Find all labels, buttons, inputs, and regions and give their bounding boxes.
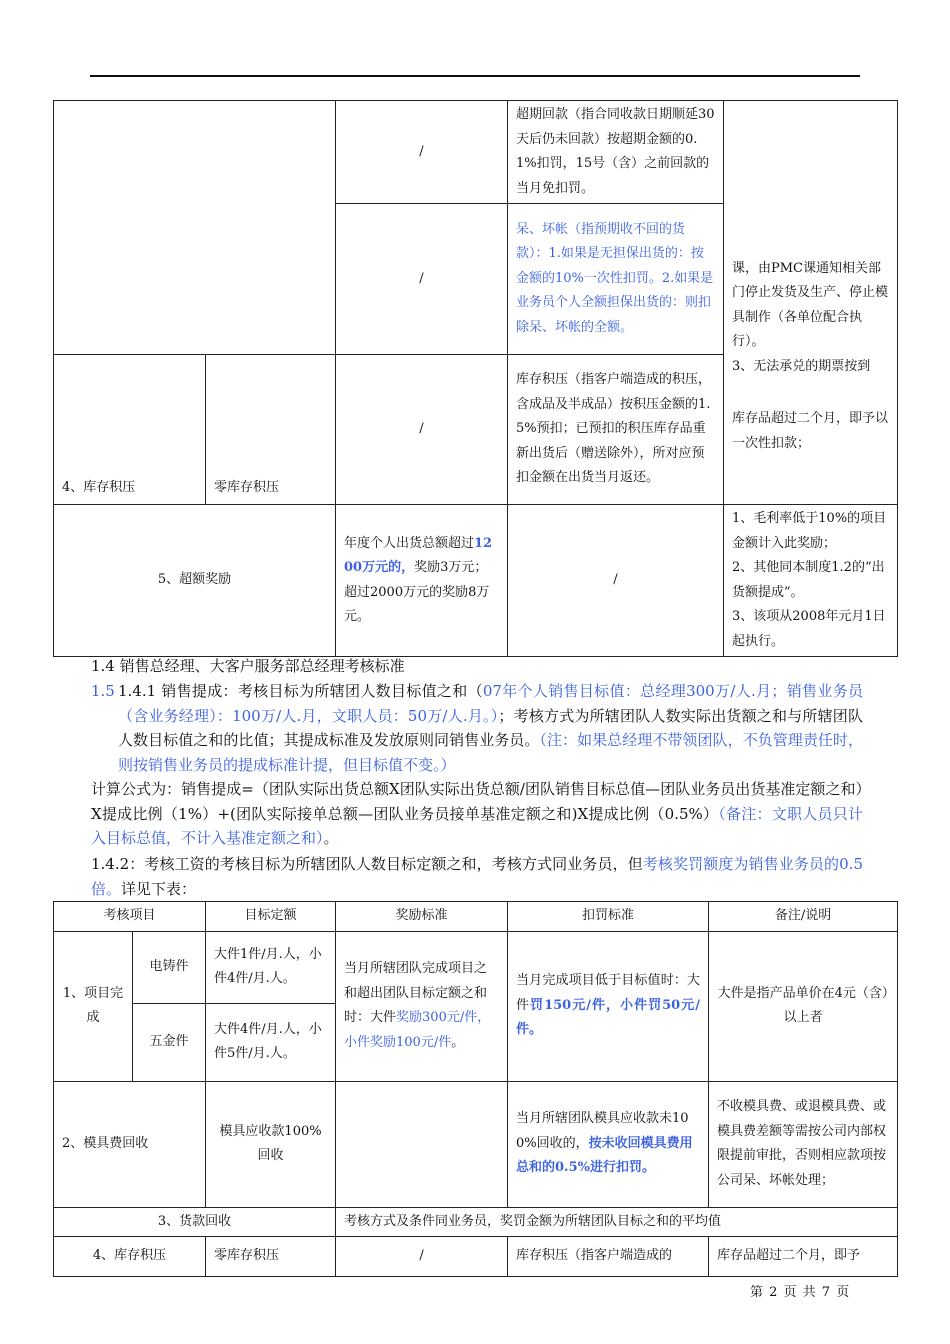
outline-number-1-5: 1.5 — [91, 682, 115, 700]
manager-assessment-table — [53, 901, 898, 1277]
target-hardware: 大件4件/月.人，小件5件/月.人。 — [206, 1003, 336, 1081]
bonus-text-a: 年度个人出货总额超过 — [344, 535, 475, 551]
remark-part-2: 3、无法承兑的期票按到 — [732, 358, 871, 374]
page-number: 第 2 页 共 7 页 — [750, 1285, 851, 1300]
bonus-text-b: 1200万元的， — [344, 535, 493, 575]
section-heading-1-4: 1.4 销售总经理、大客户服务部总经理考核标准 — [91, 657, 405, 675]
reward-text-a: 当月所辖团队完成项目之和超出团队目标定额之和时：大件 — [344, 961, 488, 1025]
item-inventory-2: 4、库存积压 — [54, 1237, 206, 1277]
header-item: 考核项目 — [54, 902, 206, 932]
formula-text-b: （备注：文职人员只计入目标总值，不计入基准定额之和） — [91, 804, 863, 847]
p142-text-c: 详见下表： — [121, 879, 197, 898]
header-rule — [90, 75, 860, 77]
assessment-table-continued — [53, 100, 898, 657]
item-inventory-label: 4、库存积压 — [62, 480, 136, 496]
excess-bonus-reward — [336, 505, 508, 657]
bonus-penalty-empty-mark: / — [508, 505, 724, 657]
formula-text-c: 。 — [323, 829, 339, 847]
item-inventory — [54, 355, 206, 505]
subitem-electroforming: 电铸件 — [133, 931, 206, 1003]
reward-text-c: 。 — [451, 1034, 465, 1050]
target-mold-fee: 模具应收款100%回收 — [206, 1081, 336, 1207]
remark-cell — [724, 101, 898, 505]
reward-mold-fee-empty — [336, 1081, 508, 1207]
mold-penalty-text-a: 当月所辖团队模具应收款未100%回收的， — [516, 1111, 689, 1151]
note-inventory-2: 库存品超过二个月，即予 — [709, 1237, 898, 1277]
desc-payment-collection: 考核方式及条件同业务员，奖罚金额为所辖团队目标之和的平均值 — [336, 1207, 898, 1237]
bonus-note-1: 1、毛利率低于10%的项目金额计入此奖励； — [732, 511, 887, 551]
p141-text-c: ；考核方式为所辖团队人数实际出货额之和与所辖团队人数目标值之和的比值；其提成标准及发放原则同销售业务员。 — [118, 706, 863, 749]
p142-text-b: 考核奖罚额度为销售业务员的0.5倍。 — [91, 855, 863, 898]
bad-debt-penalty-text: 呆、坏帐（指预期收不回的货款）：1.如果是无担保出货的：按金额的10%一次性扣罚。2.如果是业务员个人全额担保出货的：则扣除呆、坏帐的全额。 — [508, 204, 724, 355]
remark-part-1: 课，由PMC课通知相关部门停止发货及生产、停止模具制作（各单位配合执行）。 — [732, 260, 889, 349]
bonus-text-c: 奖励3万元；超过2000万元的奖励8万元。 — [344, 560, 490, 624]
note-project-completion: 大件是指产品单价在4元（含）以上者 — [709, 931, 898, 1081]
blank-cell — [54, 101, 336, 355]
p142-text-a: 1.4.2：考核工资的考核目标为所辖团队人数目标定额之和，考核方式同业务员，但 — [91, 855, 643, 873]
item-excess-bonus: 5、超额奖励 — [54, 505, 336, 657]
subitem-hardware: 五金件 — [133, 1003, 206, 1081]
overdue-penalty-text: 超期回款（指合同收款日期顺延30天后仍未回款）按超期金额的0.1%扣罚，15号（含）之前回款的当月免扣罚。 — [508, 101, 724, 204]
reward-empty-mark: / — [336, 204, 508, 355]
header-penalty: 扣罚标准 — [508, 902, 709, 932]
bonus-note-3: 3、该项从2008年元月1日起执行。 — [732, 609, 886, 649]
excess-bonus-notes — [724, 505, 898, 657]
item-mold-fee-recovery: 2、模具费回收 — [54, 1081, 206, 1207]
penalty-project-completion — [508, 931, 709, 1081]
formula-text-a: 计算公式为：销售提成=（团队实际出货总额X团队实际出货总额/团队销售目标总值—团队业务员出货基准定额之和）X提成比例（1%）+(团队实际接单总额—团队业务员接单基准定额之和)X提成比例（0.5%） — [91, 780, 863, 823]
formula-paragraph — [91, 777, 863, 851]
bonus-note-2: 2、其他同本制度1.2的“出货额提成”。 — [732, 560, 885, 600]
header-target: 目标定额 — [206, 902, 336, 932]
p141-text-a: 1.4.1 销售提成：考核目标为所辖团人数目标值之和（ — [118, 682, 483, 700]
target-inventory-2: 零库存积压 — [206, 1237, 336, 1277]
inventory-penalty-text: 库存积压（指客户端造成的积压，含成品及半成品）按积压金额的1.5%预扣；已预扣的积压库存品重新出货后（赠送除外），所对应预扣金额在出货当月返还。 — [508, 355, 724, 505]
penalty-text-b: 罚150元/件，小件罚50元/件。 — [516, 997, 700, 1038]
item-payment-collection: 3、货款回收 — [54, 1207, 336, 1237]
reward-inventory-empty-mark: / — [336, 1237, 508, 1277]
item-project-completion: 1、项目完成 — [54, 931, 133, 1081]
penalty-text-a: 当月完成项目低于目标值时：大件 — [516, 973, 701, 1013]
reward-empty-mark: / — [336, 101, 508, 204]
penalty-inventory-2: 库存积压（指客户端造成的 — [508, 1237, 709, 1277]
remark-part-3: 库存品超过二个月，即予以一次性扣款； — [732, 411, 889, 451]
target-electroforming: 大件1件/月.人，小件4件/月.人。 — [206, 931, 336, 1003]
header-note: 备注/说明 — [709, 902, 898, 932]
note-mold-fee: 不收模具费、或退模具费、或模具费差额等需按公司内部权限提前审批，否则相应款项按公司呆、坏帐处理； — [709, 1081, 898, 1207]
reward-project-completion — [336, 931, 508, 1081]
penalty-mold-fee — [508, 1081, 709, 1207]
p141-text-d: （注：如果总经理不带领团队，不负管理责任时，则按销售业务员的提成标准计提，但目标值不变。） — [118, 731, 863, 774]
paragraph-1-4-2 — [91, 852, 863, 901]
target-inventory — [206, 355, 336, 505]
target-inventory-label: 零库存积压 — [214, 480, 280, 496]
mold-penalty-text-b: 按未收回模具费用总和的0.5%进行扣罚。 — [516, 1135, 693, 1176]
header-reward: 奖励标准 — [336, 902, 508, 932]
p141-text-b: 07年个人销售目标值：总经理300万/人.月；销售业务员（含业务经理）：100万/人.月，文职人员：50万/人.月。） — [118, 682, 864, 725]
reward-empty-mark: / — [336, 355, 508, 505]
reward-text-b: 奖励300元/件，小件奖励100元/件 — [344, 1010, 491, 1050]
paragraph-1-4-1 — [118, 679, 863, 777]
